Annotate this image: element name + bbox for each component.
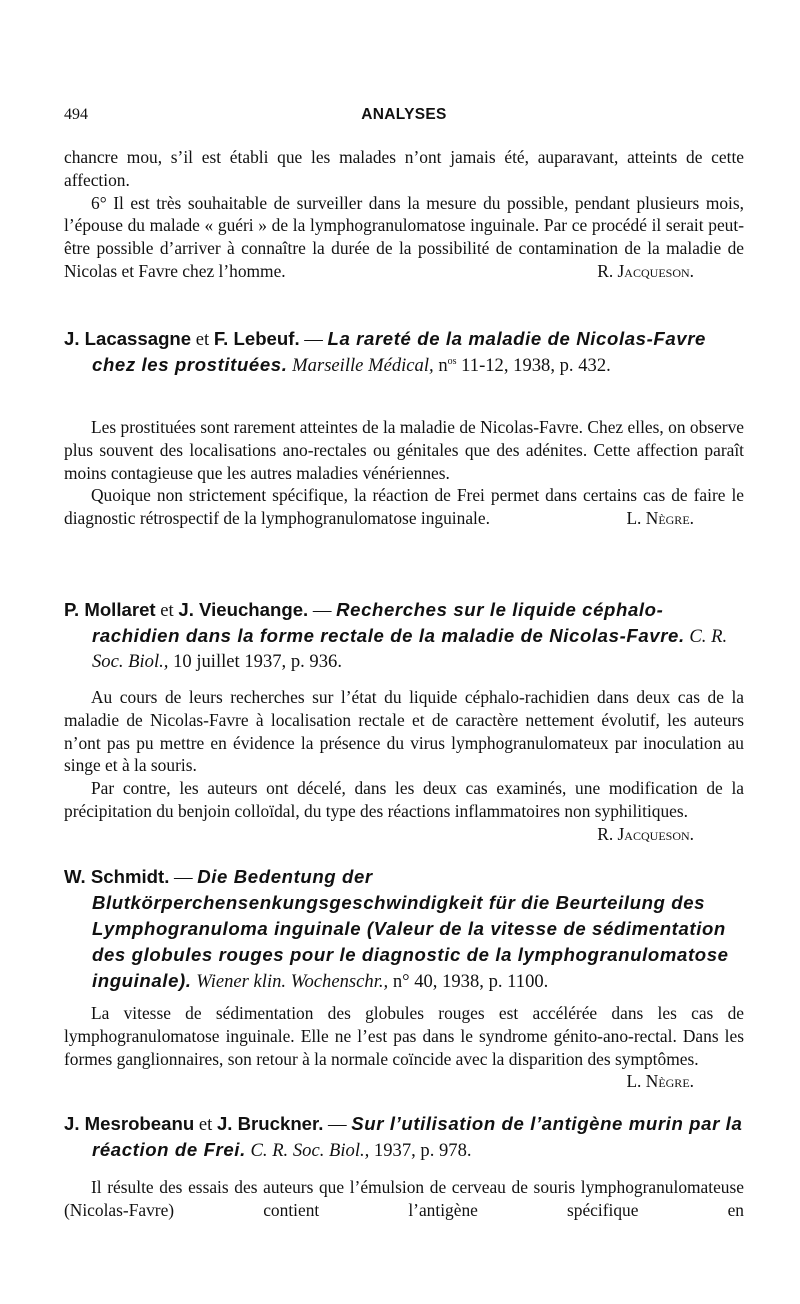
- page-header: [64, 104, 744, 128]
- paragraph-text: Quoique non strictement spécifique, la réaction de Frei permet dans certains cas de faire le diagnostic rétrospectif de la lymphogranulomatose inguinale.: [64, 485, 744, 529]
- dash: —: [308, 600, 337, 621]
- reviewer-signature: R. Jacqueson.: [597, 260, 694, 281]
- author: W. Schmidt.: [64, 866, 170, 887]
- author: J. Vieuchange.: [178, 599, 309, 620]
- ref-details: 1937, p. 978.: [369, 1140, 472, 1161]
- article-title: Recherches sur le liquide céphalo-rachidien dans la forme rectale de la maladie de Nicolas-Favre.: [92, 599, 685, 646]
- article-review: [64, 416, 744, 530]
- article-citation: [64, 597, 744, 674]
- ref-details: n° 40, 1938, p. 1100.: [388, 971, 549, 992]
- paragraph: Les prostituées sont rarement atteintes de la maladie de Nicolas-Favre. Chez elles, on observe plus souvent des localisations ano-rectales ou génitales que des adénites. Cette affection paraît moins contagieuse que les autres maladies vénériennes.: [64, 417, 744, 483]
- paragraph: [64, 484, 744, 530]
- article-citation: [64, 326, 744, 378]
- author: F. Lebeuf.: [213, 328, 300, 349]
- dash: —: [299, 329, 328, 350]
- ref-details: 11-12, 1938, p. 432.: [456, 355, 611, 376]
- dash: —: [323, 1114, 352, 1135]
- article-title: La rareté de la maladie de Nicolas-Favre chez les prostituées.: [92, 328, 706, 375]
- conjunction: et: [198, 1114, 213, 1135]
- article-review: [64, 686, 744, 846]
- citation: [64, 1111, 744, 1163]
- ref-superscript: os: [447, 355, 457, 367]
- author: J. Lacassagne: [64, 328, 192, 349]
- citation: [64, 864, 744, 994]
- paragraph: Il résulte des essais des auteurs que l’émulsion de cerveau de souris lymphogranulomateuse (Nicolas-Favre) contient l’antigène spécifique en: [64, 1177, 744, 1220]
- paragraph-text: 6° Il est très souhaitable de surveiller dans la mesure du possible, pendant plusieurs mois, l’épouse du malade « guéri » de la lymphogranulomatose inguinale. Par ce procédé il serait peut-être possible d’arriver à connaître la durée de la possibilité de contamination de la maladie de Nicolas et Favre chez l’homme.: [64, 192, 744, 281]
- article-review: [64, 1176, 744, 1222]
- paragraph-text: Par contre, les auteurs ont décelé, dans les deux cas examinés, une modification de la précipitation du benjoin colloïdal, du type des réactions inflammatoires non syphilitiques.: [64, 778, 744, 821]
- conjunction: et: [195, 329, 210, 350]
- journal-name: Marseille Médical,: [292, 355, 434, 376]
- journal-name: C. R. Soc. Biol.,: [250, 1140, 370, 1161]
- page-number: 494: [64, 106, 88, 123]
- citation: [64, 326, 744, 378]
- author: J. Bruckner.: [216, 1113, 324, 1134]
- ref-details: 10 juillet 1937, p. 936.: [168, 651, 342, 672]
- journal-name: C. R. Soc. Biol.,: [92, 626, 728, 672]
- paragraph: [64, 192, 744, 283]
- reviewer-signature: L. Nègre.: [626, 508, 694, 529]
- citation: [64, 597, 744, 674]
- author: P. Mollaret: [64, 599, 156, 620]
- paragraph: [64, 777, 744, 844]
- article-title: Sur l’utilisation de l’antigène murin par la réaction de Frei.: [92, 1113, 743, 1160]
- continuation-review: [64, 146, 744, 283]
- ref-number: n: [438, 355, 448, 376]
- conjunction: et: [160, 600, 174, 621]
- reviewer-signature: R. Jacqueson.: [597, 823, 694, 844]
- author: J. Mesrobeanu: [64, 1113, 195, 1134]
- dash: —: [169, 867, 198, 888]
- paragraph: [64, 1002, 744, 1092]
- article-title: Die Bedentung der Blutkörperchensenkungsgeschwindigkeit für die Beurteilung des Lymphogranuloma inguinale (Valeur de la vitesse de sédimentation des globules rouges pour le diagnostic de la lymphogranulomatose inguinale).: [92, 866, 729, 991]
- article-review: [64, 1002, 744, 1093]
- article-citation: [64, 864, 744, 994]
- paragraph: Au cours de leurs recherches sur l’état du liquide céphalo-rachidien dans deux cas de la maladie de Nicolas-Favre à localisation rectale et de caractère nettement évolutif, les auteurs n’ont pas pu mettre en évidence la présence du virus lymphogranulomateux par inoculation au singe et à la souris.: [64, 687, 744, 776]
- running-head: ANALYSES: [361, 106, 447, 123]
- article-citation: [64, 1111, 744, 1163]
- reviewer-signature: L. Nègre.: [626, 1071, 694, 1092]
- paragraph: chancre mou, s’il est établi que les malades n’ont jamais été, auparavant, atteints de cette affection.: [64, 147, 744, 190]
- journal-name: Wiener klin. Wochenschr.,: [196, 971, 389, 992]
- paragraph-text: La vitesse de sédimentation des globules rouges est accélérée dans les cas de lymphogranulomatose inguinale. Elle ne l’est pas dans le syndrome génito-ano-rectal. Dans les formes ganglionnaires, son retour à la normale coïncide avec la disparition des symptômes.: [64, 1003, 744, 1069]
